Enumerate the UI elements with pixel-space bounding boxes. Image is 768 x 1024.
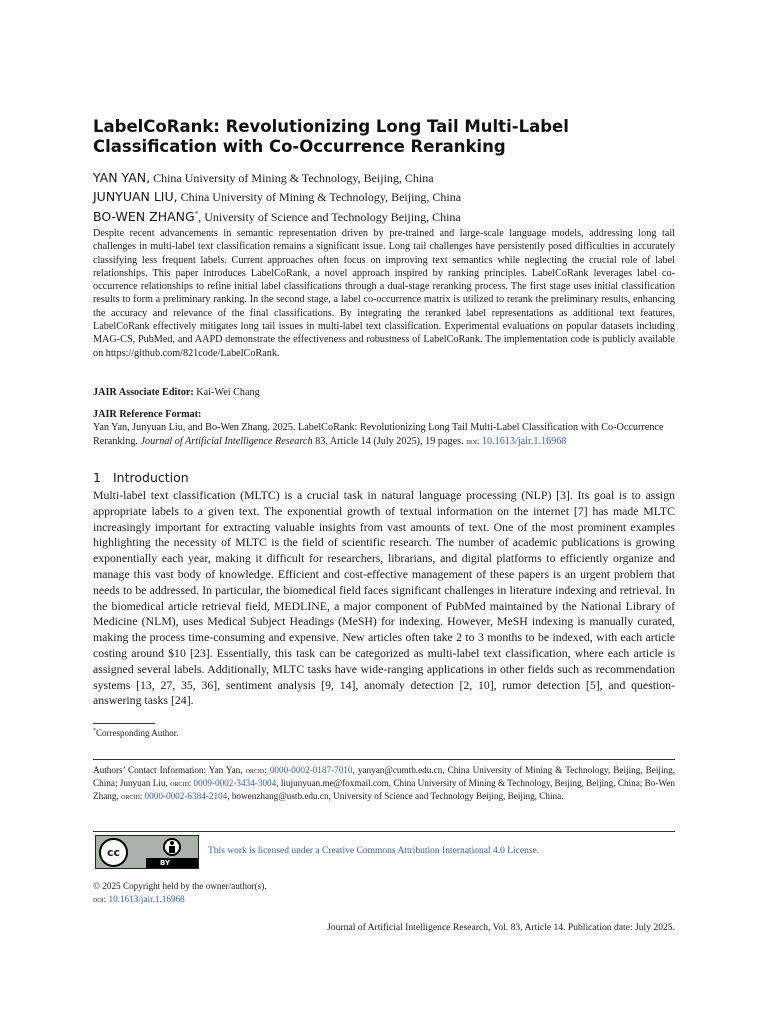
- author-affiliation: China University of Mining & Technology, Beijing, China: [177, 189, 462, 204]
- footnote: [93, 728, 179, 738]
- reference-doi-link[interactable]: 10.1613/jair.1.16968: [481, 435, 567, 447]
- footnote-divider: [93, 723, 155, 724]
- footnote-mark: *: [93, 728, 96, 734]
- author-name: YAN YAN,: [93, 170, 151, 185]
- license-block: [93, 835, 675, 869]
- contact-text: , liujunyuan.me@foxmail.com, China University of Mining & Technology, Beijing, Beijing, China; Bo-Wen Zhang,: [93, 778, 676, 801]
- introduction-paragraph: Multi-label text classification (MLTC) is a crucial task in natural language processing (NLP) [3]. Its goal is to assign appropriate labels to a given text. The exponential growth of textual information on the internet [7] has made MLTC increasingly important for extracting valuable insights from vast amounts of text. One of the most prominent examples highlighting the necessity of MLTC is the field of scientific research. The number of academic publications is growing exponentially each year, making it difficult for researchers, librarians, and digital platforms to efficiently organize and manage this vast body of knowledge. Efficient and cost-effective management of these papers is an urgent problem that needs to be addressed. In particular, the biomedical field faces significant challenges in literature indexing and retrieval. In the biomedical article retrieval field, MEDLINE, a major component of PubMed maintained by the National Library of Medicine (NLM), uses Medical Subject Headings (MeSH) for indexing. However, MeSH indexing is manually curated, making the process time-consuming and expensive. New articles often take 2 to 3 months to be indexed, with each article costing around $10 [23]. Essentially, this task can be categorized as multi-label text classification, where each article is assigned several labels. Additionally, MLTC tasks have wide-ranging applications in other fields such as recommendation systems [13, 27, 35, 36], sentiment analysis [9, 14], anomaly detection [2, 10], rumor detection [5], and question-answering tasks [24].: [93, 488, 675, 708]
- badge-label-bar: [146, 858, 198, 868]
- contact-divider: [93, 759, 675, 760]
- copyright-line: © 2025 Copyright held by the owner/author(s).: [93, 881, 267, 891]
- author-entry: [93, 169, 675, 188]
- section-number: 1: [93, 470, 101, 485]
- reference-format: [93, 408, 675, 448]
- associate-editor: [93, 386, 675, 399]
- by-label: BY: [160, 859, 171, 867]
- running-footer: Journal of Artificial Intelligence Research, Vol. 83, Article 14. Publication date: July 2025.: [327, 922, 675, 933]
- doi-label: doi:: [466, 435, 480, 446]
- author-affiliation: , University of Science and Technology Beijing, China: [198, 210, 461, 224]
- reference-prefix: Yan Yan, Junyuan Liu, and Bo-Wen Zhang. 2025. LabelCoRank: Revolutionizing Long Tail Multi-Label Classification with Co-Occurrence Reranking.: [93, 422, 664, 447]
- author-entry: [93, 206, 675, 227]
- editor-name: Kai-Wei Chang: [193, 387, 260, 398]
- orcid-label: orcid:: [170, 778, 192, 788]
- license-divider: [93, 831, 675, 832]
- contact-text: Authors’ Contact Information: Yan Yan,: [93, 765, 246, 775]
- author-name: JUNYUAN LIU,: [93, 188, 178, 204]
- cc-logo-icon: cc: [99, 838, 128, 867]
- orcid-link[interactable]: 0000-0002-6384-2104: [144, 791, 228, 801]
- editor-label: JAIR Associate Editor:: [93, 387, 194, 398]
- reference-suffix: 83, Article 14 (July 2025), 19 pages.: [312, 435, 467, 447]
- author-contacts: [93, 764, 675, 803]
- journal-name: Journal of Artificial Intelligence Research: [140, 435, 313, 447]
- author-entry: [93, 188, 675, 207]
- copyright-block: [93, 880, 267, 905]
- footnote-text: Corresponding Author.: [96, 728, 179, 738]
- attribution-person-icon: [163, 838, 181, 856]
- corresponding-mark: *: [194, 210, 199, 218]
- orcid-label: orcid:: [245, 765, 267, 775]
- author-name: BO-WEN ZHANG: [93, 209, 195, 224]
- author-affiliation: China University of Mining & Technology, Beijing, China: [150, 171, 434, 185]
- license-link[interactable]: This work is licensed under a Creative Commons Attribution International 4.0 License.: [208, 846, 540, 856]
- doi-label: doi:: [93, 893, 107, 904]
- section-heading: [93, 470, 189, 485]
- orcid-link[interactable]: 0000-0002-0187-7010: [269, 765, 353, 775]
- contact-text: , yanyan@cumtb.edu.cn, China University of Mining & Technology, Beijing, Beijing, China; Junyuan Liu,: [93, 765, 676, 788]
- abstract: Despite recent advancements in semantic representation driven by pre-trained and large-scale language models, addressing long tail challenges in multi-label text classification remains a significant issue. Long tail challenges have persistently posed difficulties in accurately classifying less frequent labels. Current approaches often focus on improving text semantics while neglecting the crucial role of label relationships. This paper introduces LabelCoRank, a novel approach inspired by ranking principles. LabelCoRank leverages label co-occurrence relationships to refine initial label classifications through a dual-stage reranking process. The first stage uses initial classification results to form a preliminary ranking. In the second stage, a label co-occurrence matrix is utilized to rerank the preliminary results, enhancing the accuracy and relevance of the final classifications. By integrating the reranked label representations as additional text features, LabelCoRank effectively mitigates long tail issues in multi-label text classification. Experimental evaluations on popular datasets including MAG-CS, PubMed, and AAPD demonstrate the effectiveness and robustness of LabelCoRank. The implementation code is publicly available on https://github.com/821code/LabelCoRank.: [93, 228, 675, 359]
- section-title: Introduction: [113, 470, 189, 485]
- author-list: [93, 169, 675, 227]
- reference-format-label: JAIR Reference Format:: [93, 409, 202, 420]
- copyright-doi: [93, 893, 267, 906]
- paper-title: LabelCoRank: Revolutionizing Long Tail Multi-Label Classification with Co-Occurrence Reranking: [93, 117, 569, 156]
- orcid-label: orcid:: [121, 791, 143, 801]
- orcid-link[interactable]: 0009-0002-3434-3004: [193, 778, 277, 788]
- contact-text: , bowenzhang@ustb.edu.cn, University of Science and Technology Beijing, Beijing, China.: [227, 791, 564, 801]
- cc-by-badge[interactable]: [95, 835, 199, 869]
- copyright-doi-link[interactable]: 10.1613/jair.1.16968: [108, 893, 185, 904]
